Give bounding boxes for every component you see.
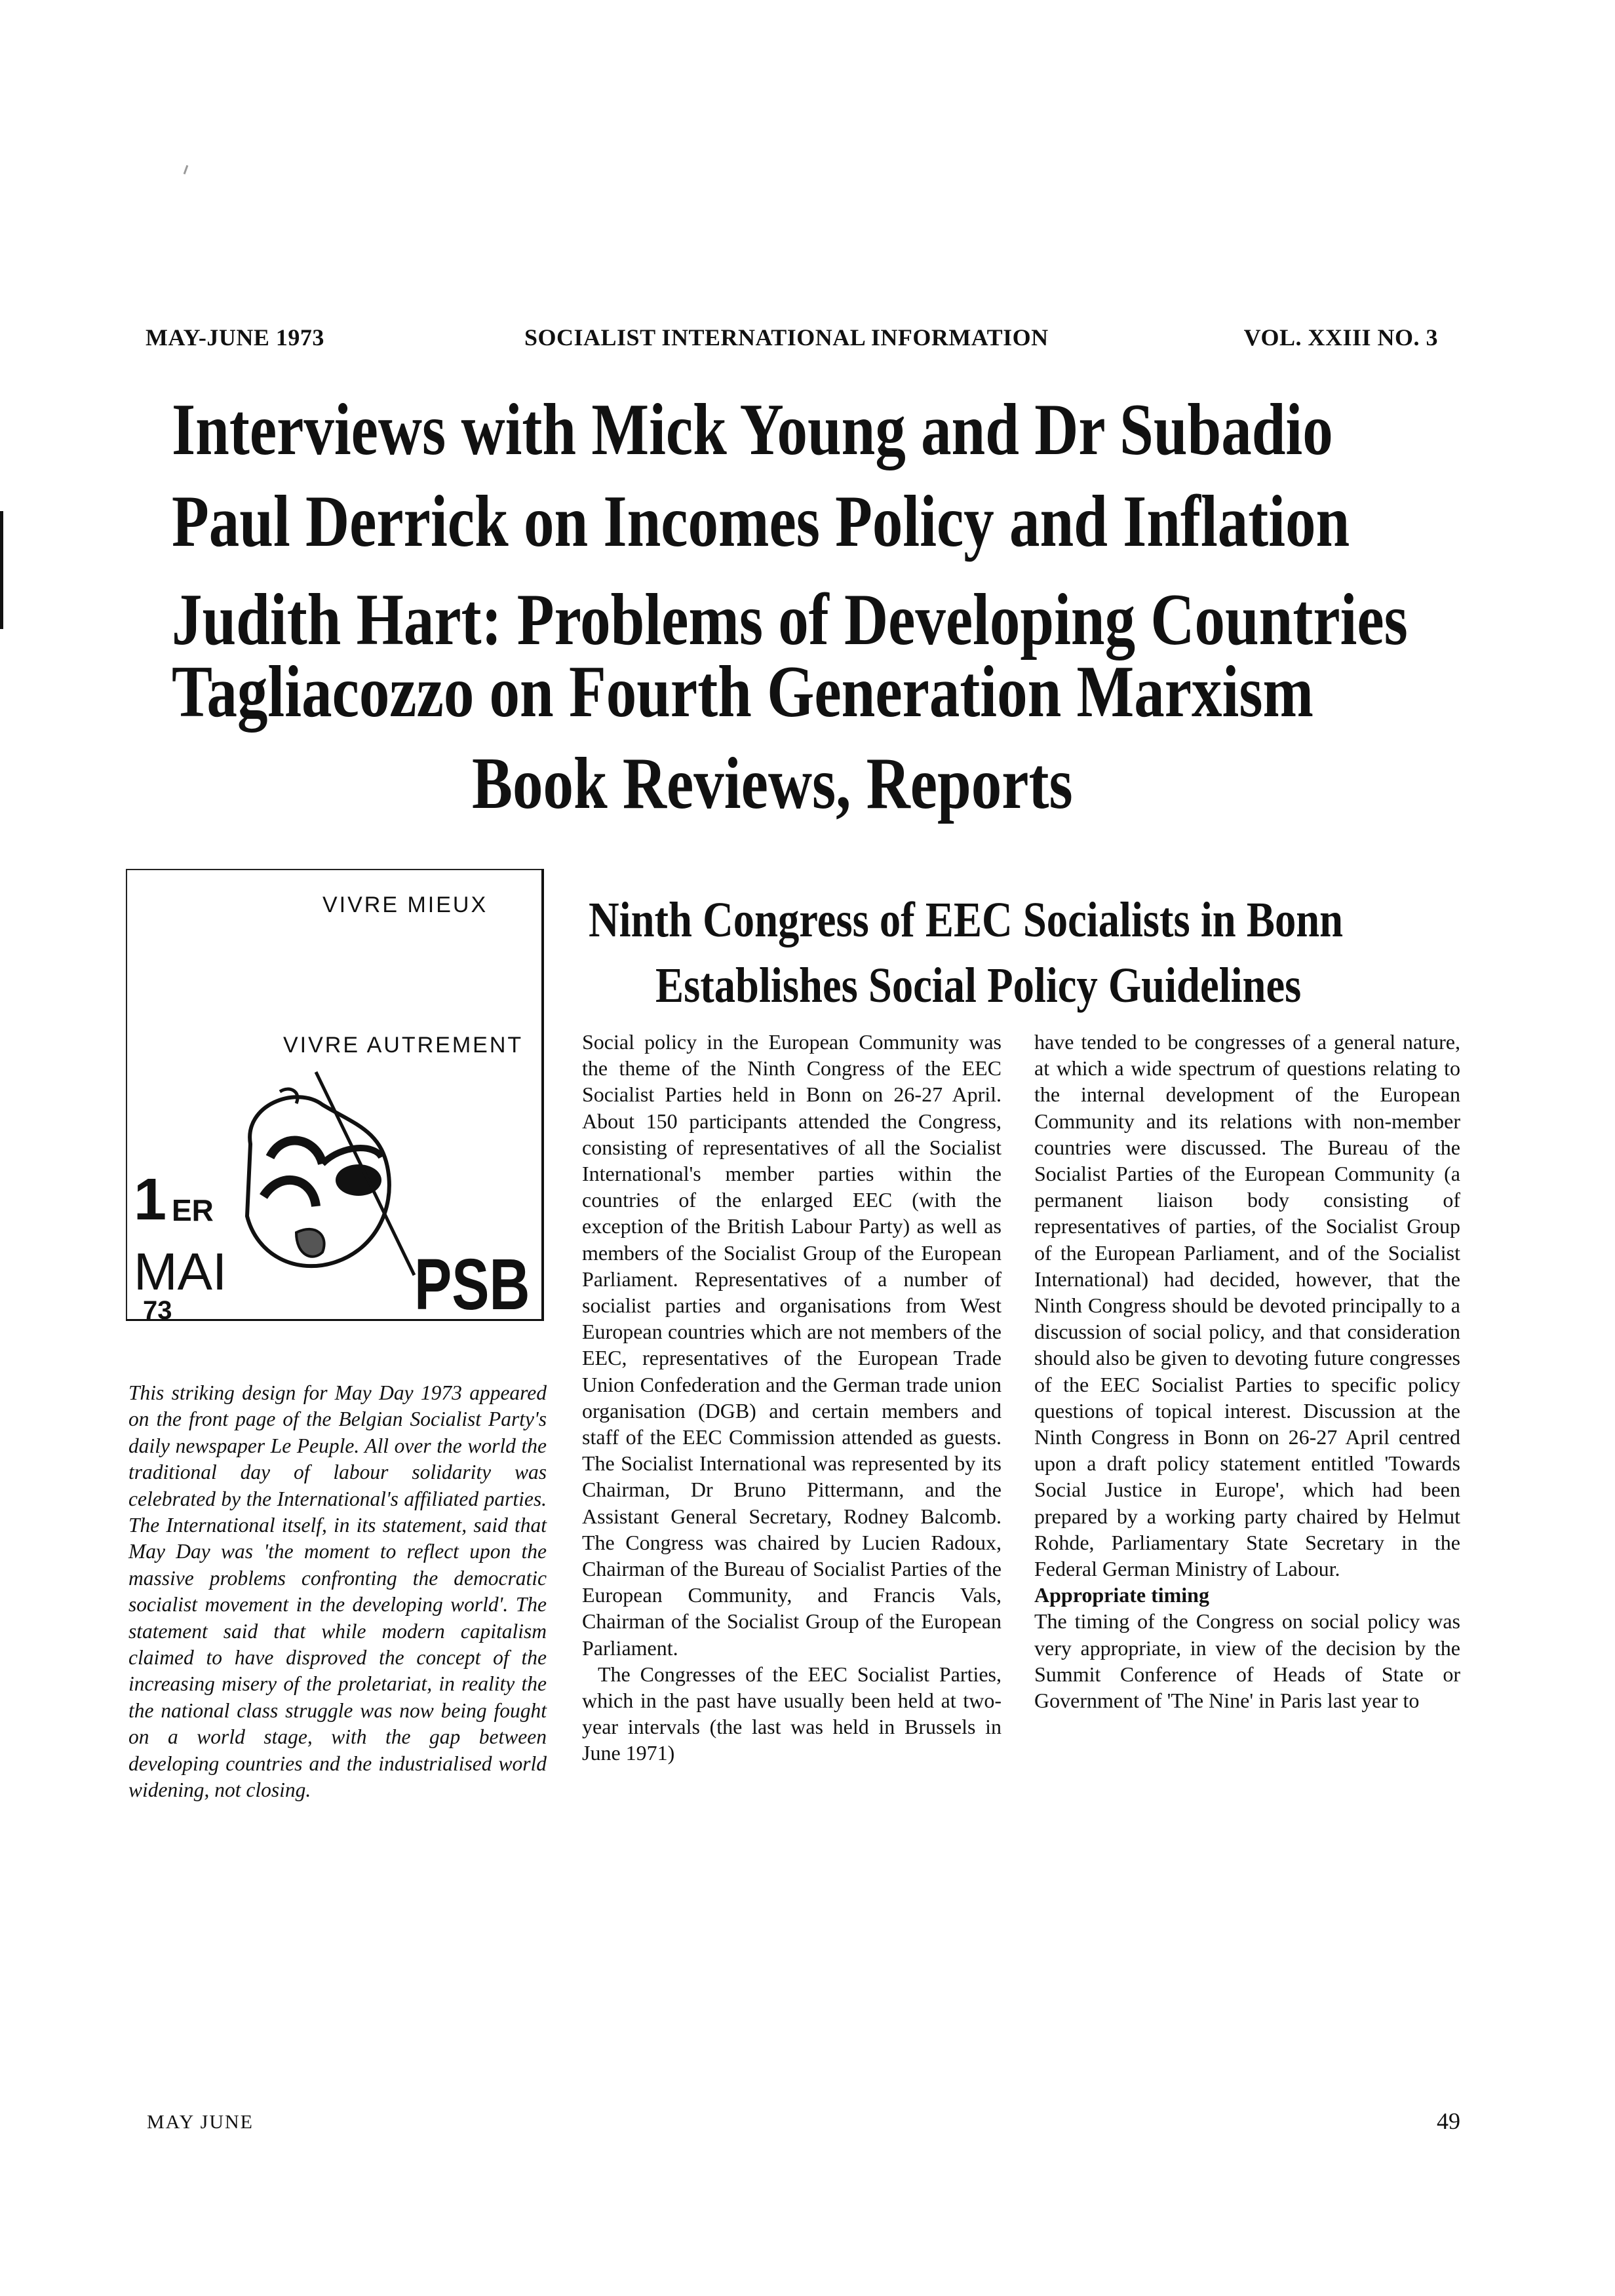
headline-1: Interviews with Mick Young and Dr Subadio bbox=[172, 389, 1333, 470]
margin-mark bbox=[0, 511, 3, 629]
poster-border bbox=[126, 869, 127, 1321]
article-paragraph: Social policy in the European Community was the theme of the Ninth Congress of the EEC Socialist Parties held in Bonn on 26-27 April. About 150 participants attended the Congress, consisting of representatives of all the Socialist International's member parties within the countries of the enlarged EEC (with the exception of the British Labour Party) as well as members of the Socialist Group of the European Parliament. Representatives of a number of socialist parties and organisations from West European countries which are not members of the EEC, representatives of the European Trade Union Confederation and the German trade union organisation (DGB) and certain members and staff of the EEC Commission attended as guests. The Socialist International was represented by its Chairman, Dr Bruno Pittermann, and the Assistant General Secretary, Rodney Balcomb. The Congress was chaired by Lucien Radoux, Chairman of the Bureau of Socialist Parties of the European Community, and Francis Vals, Chairman of the Socialist Group of the European Parliament. bbox=[582, 1030, 1002, 1660]
scan-speck bbox=[184, 165, 189, 174]
masthead-volume: VOL. XXIII NO. 3 bbox=[1243, 324, 1438, 351]
poster-year: 73 bbox=[143, 1296, 172, 1325]
page-number: 49 bbox=[1437, 2108, 1460, 2134]
article-subheading: Appropriate timing bbox=[1034, 1583, 1209, 1607]
article-paragraph: have tended to be congresses of a general nature, at which a wide spectrum of questions relating to the internal development of the European Community and its relations with non-member countries were discussed. The Bureau of the Socialist Parties of the European Community (a permanent liaison body consisting of representatives of parties, of the Socialist Group of the European Parliament, and of the Socialist International) had decided, however, that the Ninth Congress should be devoted principally to a discussion of social policy, and that consideration should also be given to devoting future congresses of the EEC Socialist Parties to specific policy questions of topical interest. Discussion at the Ninth Congress in Bonn on 26-27 April centred upon a draft policy statement entitled 'Towards Social Justice in Europe', which had been prepared by a working party chaired by Helmut Rohde, Parliamentary State Secretary in the Federal German Ministry of Labour. bbox=[1034, 1030, 1460, 1581]
poster-party-logo: PSB bbox=[414, 1244, 530, 1325]
poster-caption: This striking design for May Day 1973 appeared on the front page of the Belgian Socialist Party's daily newspaper Le Peuple. All over the world the traditional day of labour solidarity was celebrated by the International's affiliated parties. The International itself, in its statement, said that May Day was 'the moment to reflect upon the massive problems confronting the democratic socialist movement in the developing world'. The statement said that while modern capitalism claimed to have disproved the concept of the increasing misery of the proletariat, in reality the the national class struggle was now being fought on a world stage, with the gap between developing countries and the industrialised world widening, not closing. bbox=[128, 1381, 547, 1802]
fist-and-rose-icon bbox=[224, 1065, 421, 1282]
article-paragraph: The Congresses of the EEC Socialist Parties, which in the past have usually been held at two-year intervals (the last was held in Brussels in June 1971) bbox=[582, 1662, 1002, 1765]
masthead-date: MAY-JUNE 1973 bbox=[146, 324, 324, 351]
headline-5: Book Reviews, Reports bbox=[472, 743, 1073, 824]
headline-2: Paul Derrick on Incomes Policy and Inflation bbox=[172, 481, 1350, 562]
article-title-line-2: Establishes Social Policy Guidelines bbox=[655, 958, 1302, 1013]
headline-4: Tagliacozzo on Fourth Generation Marxism bbox=[172, 651, 1313, 733]
may-day-poster bbox=[126, 869, 544, 1325]
article-column-1 bbox=[582, 1029, 1002, 1767]
article-title-line-1: Ninth Congress of EEC Socialists in Bonn bbox=[589, 892, 1344, 947]
poster-border bbox=[126, 869, 544, 870]
poster-slogan-2: VIVRE AUTREMENT bbox=[283, 1033, 524, 1058]
poster-month: MAI bbox=[134, 1242, 227, 1301]
poster-border bbox=[541, 869, 544, 1321]
poster-day-suffix: ER bbox=[172, 1193, 214, 1227]
poster-day: 1 bbox=[134, 1167, 167, 1233]
article-paragraph: The timing of the Congress on social policy was very appropriate, in view of the decision by the Summit Conference of Heads of State or Government of 'The Nine' in Paris last year to bbox=[1034, 1609, 1460, 1713]
masthead-publication: SOCIALIST INTERNATIONAL INFORMATION bbox=[524, 324, 1049, 351]
footer-issue: MAY JUNE bbox=[147, 2111, 254, 2133]
headline-3: Judith Hart: Problems of Developing Countries bbox=[172, 579, 1408, 660]
article-column-2 bbox=[1034, 1029, 1460, 1713]
poster-slogan-1: VIVRE MIEUX bbox=[322, 892, 488, 917]
